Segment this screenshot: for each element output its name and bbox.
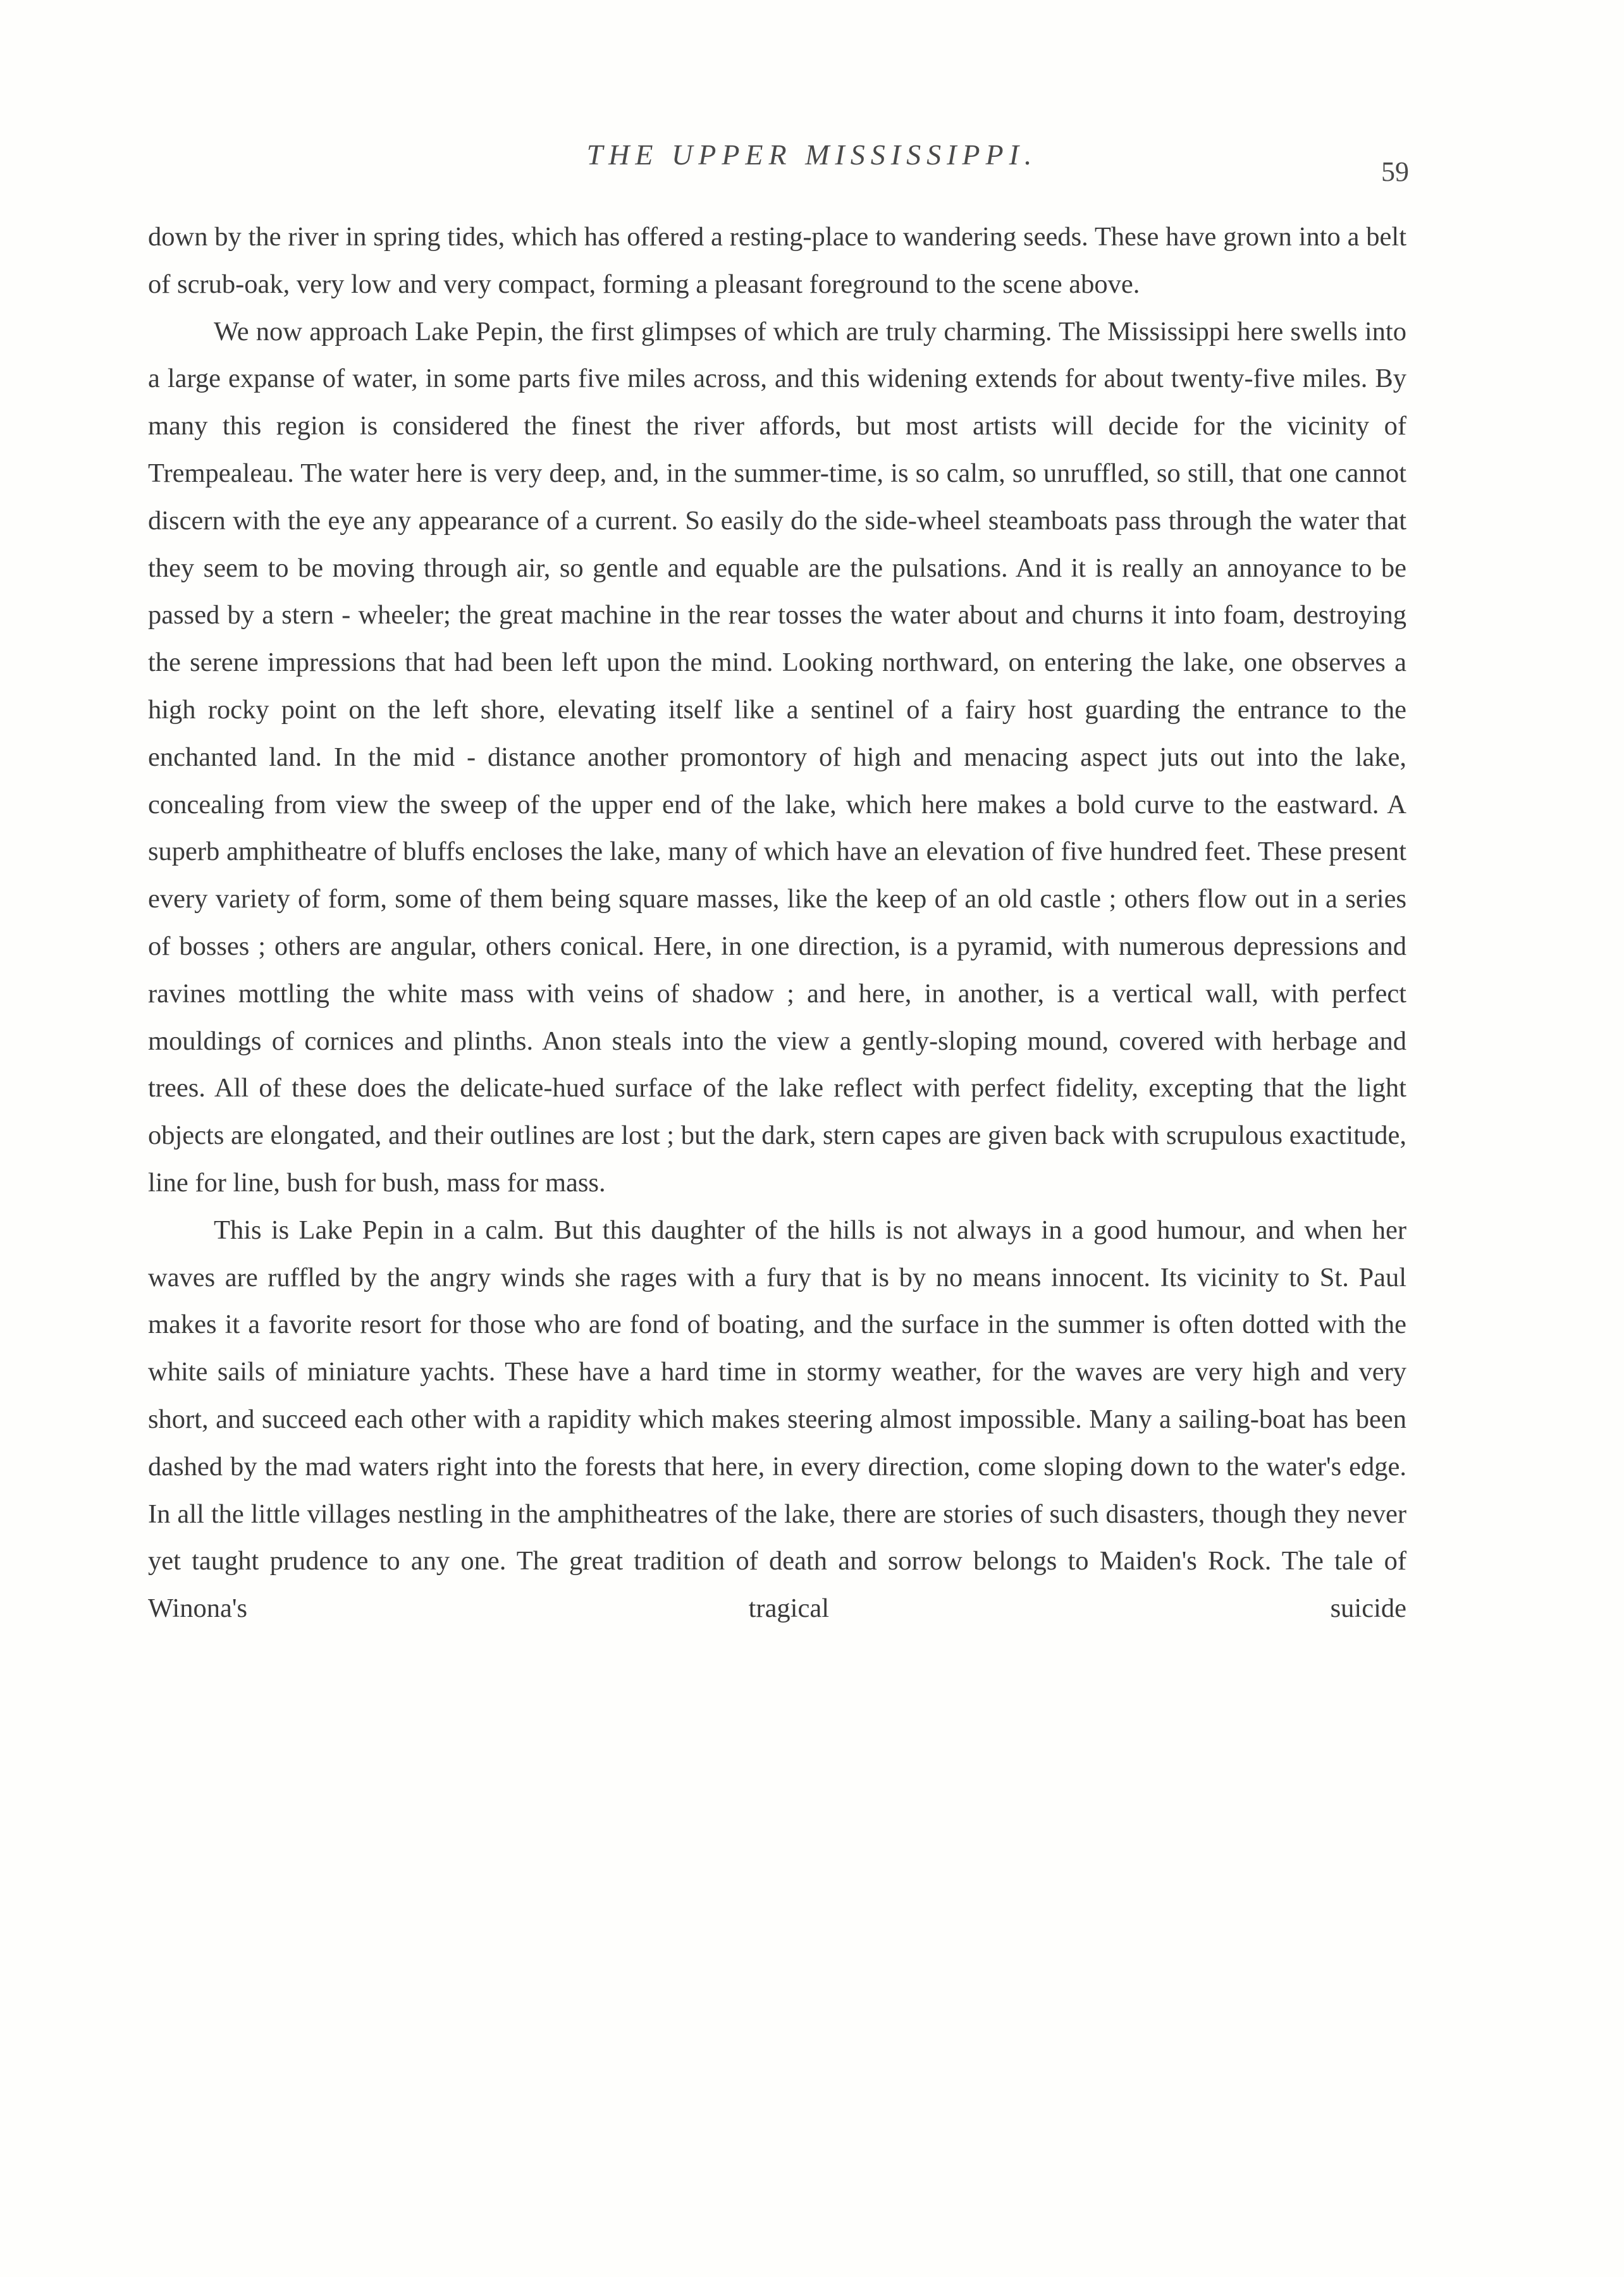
- body-text: [148, 214, 1406, 1633]
- paragraph-lake-pepin-description: We now approach Lake Pepin, the first glimpses of which are truly charming. The Mississippi here swells into a large expanse of water, in some parts five miles across, and this widening extends for about twenty-five miles. By many this region is considered the finest the river affords, but most artists will decide for the vicinity of Trempealeau. The water here is very deep, and, in the summer-time, is so calm, so unruffled, so still, that one cannot discern with the eye any appearance of a current. So easily do the side-wheel steamboats pass through the water that they seem to be moving through air, so gentle and equable are the pulsations. And it is really an annoyance to be passed by a stern - wheeler; the great machine in the rear tosses the water about and churns it into foam, destroying the serene impressions that had been left upon the mind. Looking northward, on entering the lake, one observes a high rocky point on the left shore, elevating itself like a sentinel of a fairy host guarding the entrance to the enchanted land. In the mid - distance another promontory of high and menacing aspect juts out into the lake, concealing from view the sweep of the upper end of the lake, which here makes a bold curve to the eastward. A superb amphitheatre of bluffs encloses the lake, many of which have an elevation of five hundred feet. These present every variety of form, some of them being square masses, like the keep of an old castle ; others flow out in a series of bosses ; others are angular, others conical. Here, in one direction, is a pyramid, with numerous depressions and ravines mottling the white mass with veins of shadow ; and here, in another, is a vertical wall, with perfect mouldings of cornices and plinths. Anon steals into the view a gently-sloping mound, covered with herbage and trees. All of these does the delicate-hued surface of the lake reflect with perfect fidelity, excepting that the light objects are elongated, and their outlines are lost ; but the dark, stern capes are given back with scrupulous exactitude, line for line, bush for bush, mass for mass.: [148, 316, 1406, 1198]
- paragraph-lake-pepin-storms: This is Lake Pepin in a calm. But this daughter of the hills is not always in a good humour, and when her waves are ruffled by the angry winds she rages with a fury that is by no means innocent. Its vicinity to St. Paul makes it a favorite resort for those who are fond of boating, and the surface in the summer is often dotted with the white sails of miniature yachts. These have a hard time in stormy weather, for the waves are very high and very short, and succeed each other with a rapidity which makes steering almost impossible. Many a sailing-boat has been dashed by the mad waters right into the forests that here, in every direction, come sloping down to the water's edge. In all the little villages nestling in the amphitheatres of the lake, there are stories of such disasters, though they never yet taught prudence to any one. The great tradition of death and sorrow belongs to Maiden's Rock. The tale of Winona's tragical suicide: [148, 1215, 1406, 1624]
- running-head-title: THE UPPER MISSISSIPPI.: [586, 138, 1038, 171]
- paragraph-continuation: down by the river in spring tides, which has offered a resting-place to wandering seeds. These have grown into a belt of scrub-oak, very low and very compact, forming a pleasant foreground to the scene above.: [148, 222, 1406, 299]
- page-number: 59: [1381, 156, 1409, 187]
